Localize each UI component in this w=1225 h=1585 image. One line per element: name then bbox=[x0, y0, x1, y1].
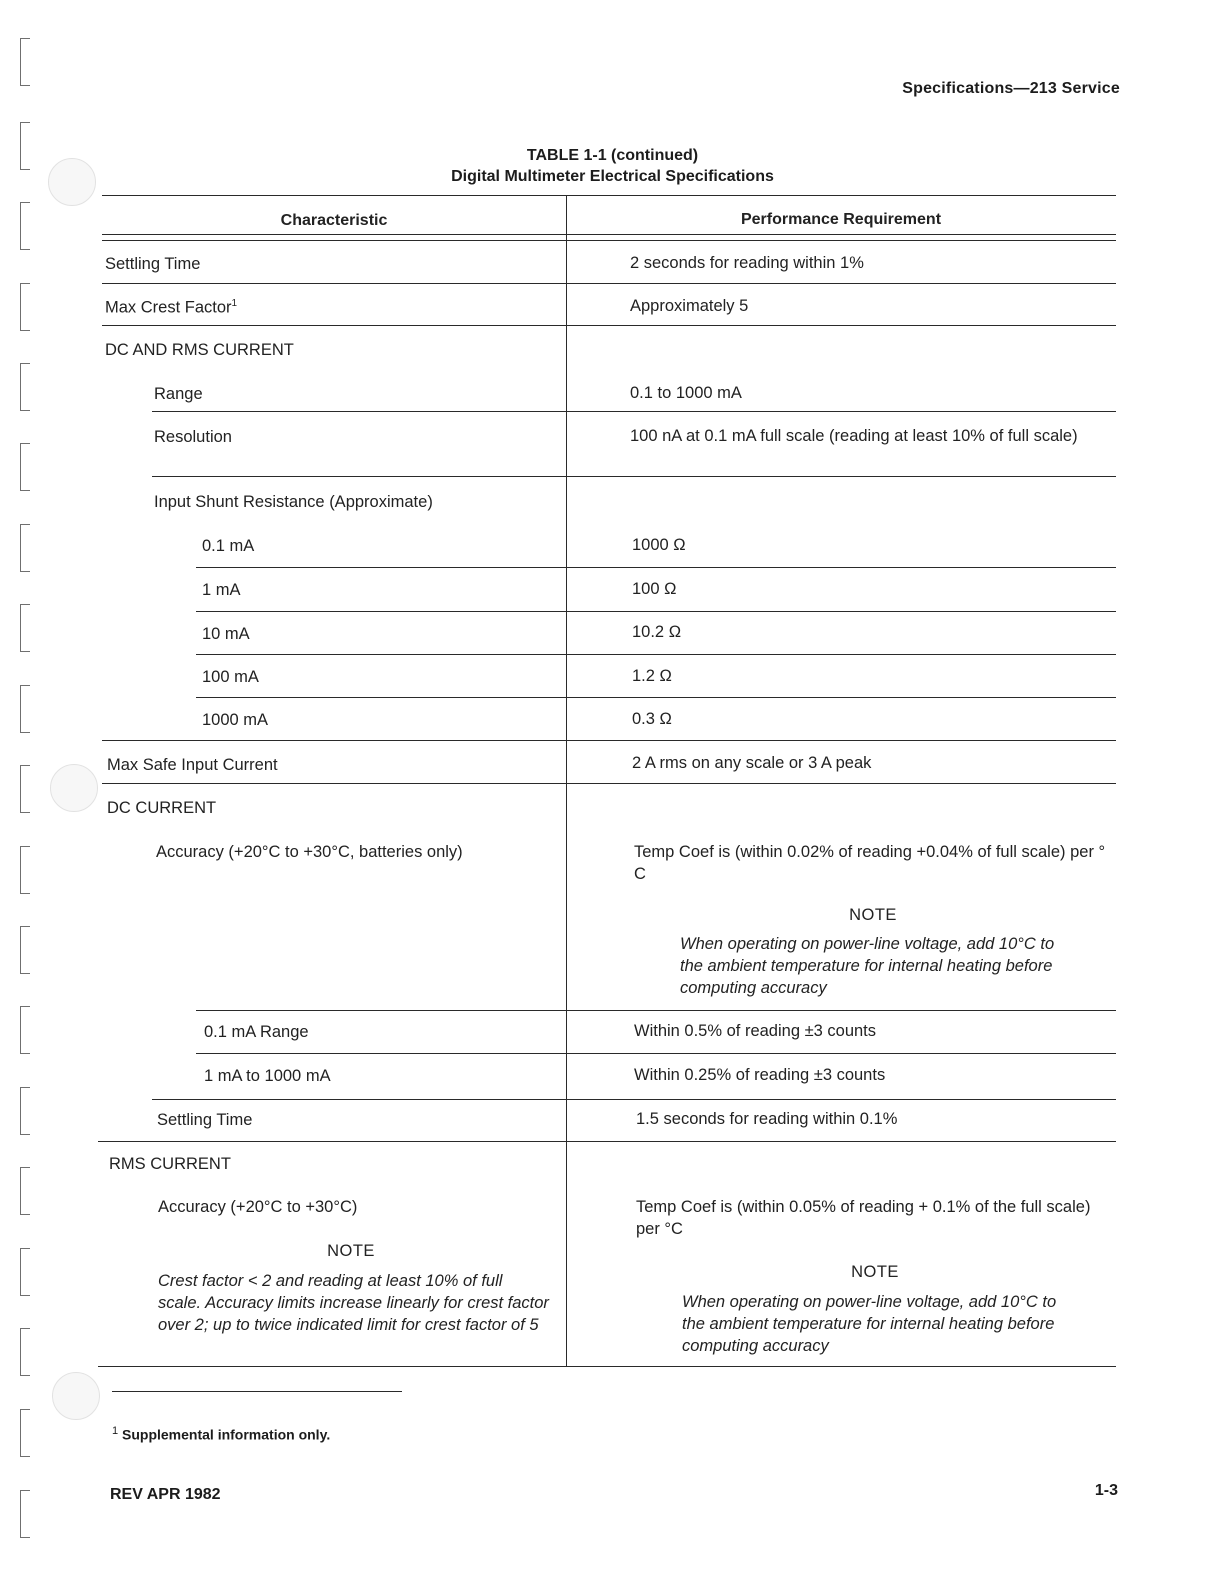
binder-mark bbox=[20, 685, 30, 733]
rule bbox=[152, 411, 1116, 412]
section-rms-current: RMS CURRENT bbox=[109, 1155, 231, 1173]
note-text: Crest factor < 2 and reading at least 10% of full scale. Accuracy limits increase linearly for crest factor over 2; up to twice indicated limit for crest factor of 5 bbox=[158, 1272, 549, 1334]
rule bbox=[102, 234, 1116, 235]
section-dc-current: DC CURRENT bbox=[107, 799, 217, 817]
revision-date: REV APR 1982 bbox=[110, 1486, 221, 1503]
running-head: Specifications—213 Service bbox=[902, 80, 1120, 97]
table-title: TABLE 1-1 (continued) bbox=[526, 147, 699, 164]
binder-mark bbox=[20, 1409, 30, 1457]
rule bbox=[102, 283, 1116, 284]
char-resolution: Resolution bbox=[154, 428, 232, 446]
binder-mark bbox=[20, 1490, 30, 1538]
perf-shunt-1ma: 100 Ω bbox=[632, 580, 677, 598]
binder-mark bbox=[20, 1167, 30, 1215]
binder-hole bbox=[50, 764, 98, 812]
char-0-1ma-range: 0.1 mA Range bbox=[204, 1023, 309, 1041]
rule bbox=[196, 1053, 1116, 1054]
section-dc-rms-current: DC AND RMS CURRENT bbox=[105, 341, 294, 359]
rule bbox=[102, 740, 1116, 741]
binder-mark bbox=[20, 283, 30, 331]
rule bbox=[102, 195, 1116, 196]
perf-range: 0.1 to 1000 mA bbox=[630, 384, 742, 402]
rule bbox=[98, 1366, 1116, 1367]
rule bbox=[152, 1099, 1116, 1100]
column-divider bbox=[566, 195, 567, 1367]
char-shunt-0-1ma: 0.1 mA bbox=[202, 537, 255, 555]
table-subtitle: Digital Multimeter Electrical Specifications bbox=[451, 168, 774, 185]
binder-mark bbox=[20, 926, 30, 974]
char-rms-accuracy: Accuracy (+20°C to +30°C) bbox=[158, 1198, 358, 1216]
char-shunt-10ma: 10 mA bbox=[202, 625, 250, 643]
char-max-crest-factor: Max Crest Factor$^1$ bbox=[105, 298, 238, 317]
char-1ma-to-1000ma: 1 mA to 1000 mA bbox=[204, 1067, 331, 1085]
note-heading: NOTE bbox=[327, 1242, 375, 1260]
footnote-marker: 1 bbox=[231, 298, 238, 309]
page-number: 1-3 bbox=[1094, 1482, 1118, 1499]
char-input-shunt: Input Shunt Resistance (Approximate) bbox=[154, 493, 433, 511]
char-settling-time: Settling Time bbox=[105, 255, 201, 273]
footnote-text: Supplemental information only. bbox=[122, 1426, 331, 1443]
binder-mark bbox=[20, 604, 30, 652]
perf-shunt-0-1ma: 1000 Ω bbox=[632, 536, 686, 554]
binder-mark bbox=[20, 846, 30, 894]
rule bbox=[196, 567, 1116, 568]
binder-hole bbox=[52, 1372, 100, 1420]
footnote-marker: 1 bbox=[112, 1425, 119, 1437]
perf-max-safe-input: 2 A rms on any scale or 3 A peak bbox=[632, 754, 872, 772]
char-shunt-1000ma: 1000 mA bbox=[202, 711, 269, 729]
note-text: When operating on power-line voltage, add 10°C to the ambient temperature for internal heating before computing accuracy bbox=[680, 935, 1055, 997]
binder-mark bbox=[20, 1248, 30, 1296]
note-heading: NOTE bbox=[851, 1263, 899, 1281]
rule bbox=[152, 476, 1116, 477]
rule bbox=[102, 783, 1116, 784]
perf-shunt-100ma: 1.2 Ω bbox=[632, 667, 672, 685]
char-max-safe-input: Max Safe Input Current bbox=[107, 756, 278, 774]
binder-mark bbox=[20, 1328, 30, 1376]
rule bbox=[196, 1010, 1116, 1011]
perf-resolution: 100 nA at 0.1 mA full scale (reading at least 10% of full scale) bbox=[630, 427, 1078, 445]
footnote-rule bbox=[112, 1391, 402, 1392]
note-text: When operating on power-line voltage, add 10°C to the ambient temperature for internal heating before computing accuracy bbox=[682, 1293, 1057, 1355]
binder-mark bbox=[20, 1006, 30, 1054]
perf-rms-accuracy: Temp Coef is (within 0.05% of reading + 0.1% of the full scale) per °C bbox=[636, 1198, 1091, 1238]
binder-mark bbox=[20, 765, 30, 813]
char-dc-accuracy: Accuracy (+20°C to +30°C, batteries only) bbox=[156, 843, 463, 861]
rule bbox=[196, 654, 1116, 655]
binder-mark bbox=[20, 363, 30, 411]
perf-shunt-1000ma: 0.3 Ω bbox=[632, 710, 672, 728]
perf-1ma-to-1000ma: Within 0.25% of reading ±3 counts bbox=[634, 1066, 886, 1084]
char-shunt-1ma: 1 mA bbox=[202, 581, 241, 599]
note-heading: NOTE bbox=[849, 906, 897, 924]
binder-mark bbox=[20, 524, 30, 572]
char-shunt-100ma: 100 mA bbox=[202, 668, 259, 686]
perf-dc-accuracy: Temp Coef is (within 0.02% of reading +0.04% of full scale) per ° C bbox=[634, 843, 1106, 883]
rule bbox=[196, 611, 1116, 612]
perf-max-crest-factor: Approximately 5 bbox=[630, 297, 749, 315]
perf-settling-time: 2 seconds for reading within 1% bbox=[630, 254, 864, 272]
rule bbox=[102, 240, 1116, 241]
rule bbox=[102, 325, 1116, 326]
char-range: Range bbox=[154, 385, 203, 403]
perf-dc-settling-time: 1.5 seconds for reading within 0.1% bbox=[636, 1110, 898, 1128]
column-header-characteristic: Characteristic bbox=[280, 212, 388, 229]
binder-mark bbox=[20, 38, 30, 86]
char-dc-settling-time: Settling Time bbox=[157, 1111, 253, 1129]
binder-mark bbox=[20, 202, 30, 250]
rule bbox=[196, 697, 1116, 698]
perf-shunt-10ma: 10.2 Ω bbox=[632, 623, 682, 641]
perf-0-1ma-range: Within 0.5% of reading ±3 counts bbox=[634, 1022, 877, 1040]
binder-mark bbox=[20, 1087, 30, 1135]
binder-mark bbox=[20, 443, 30, 491]
rule bbox=[98, 1141, 1116, 1142]
footnote bbox=[112, 1425, 330, 1443]
column-header-performance: Performance Requirement bbox=[740, 211, 942, 228]
